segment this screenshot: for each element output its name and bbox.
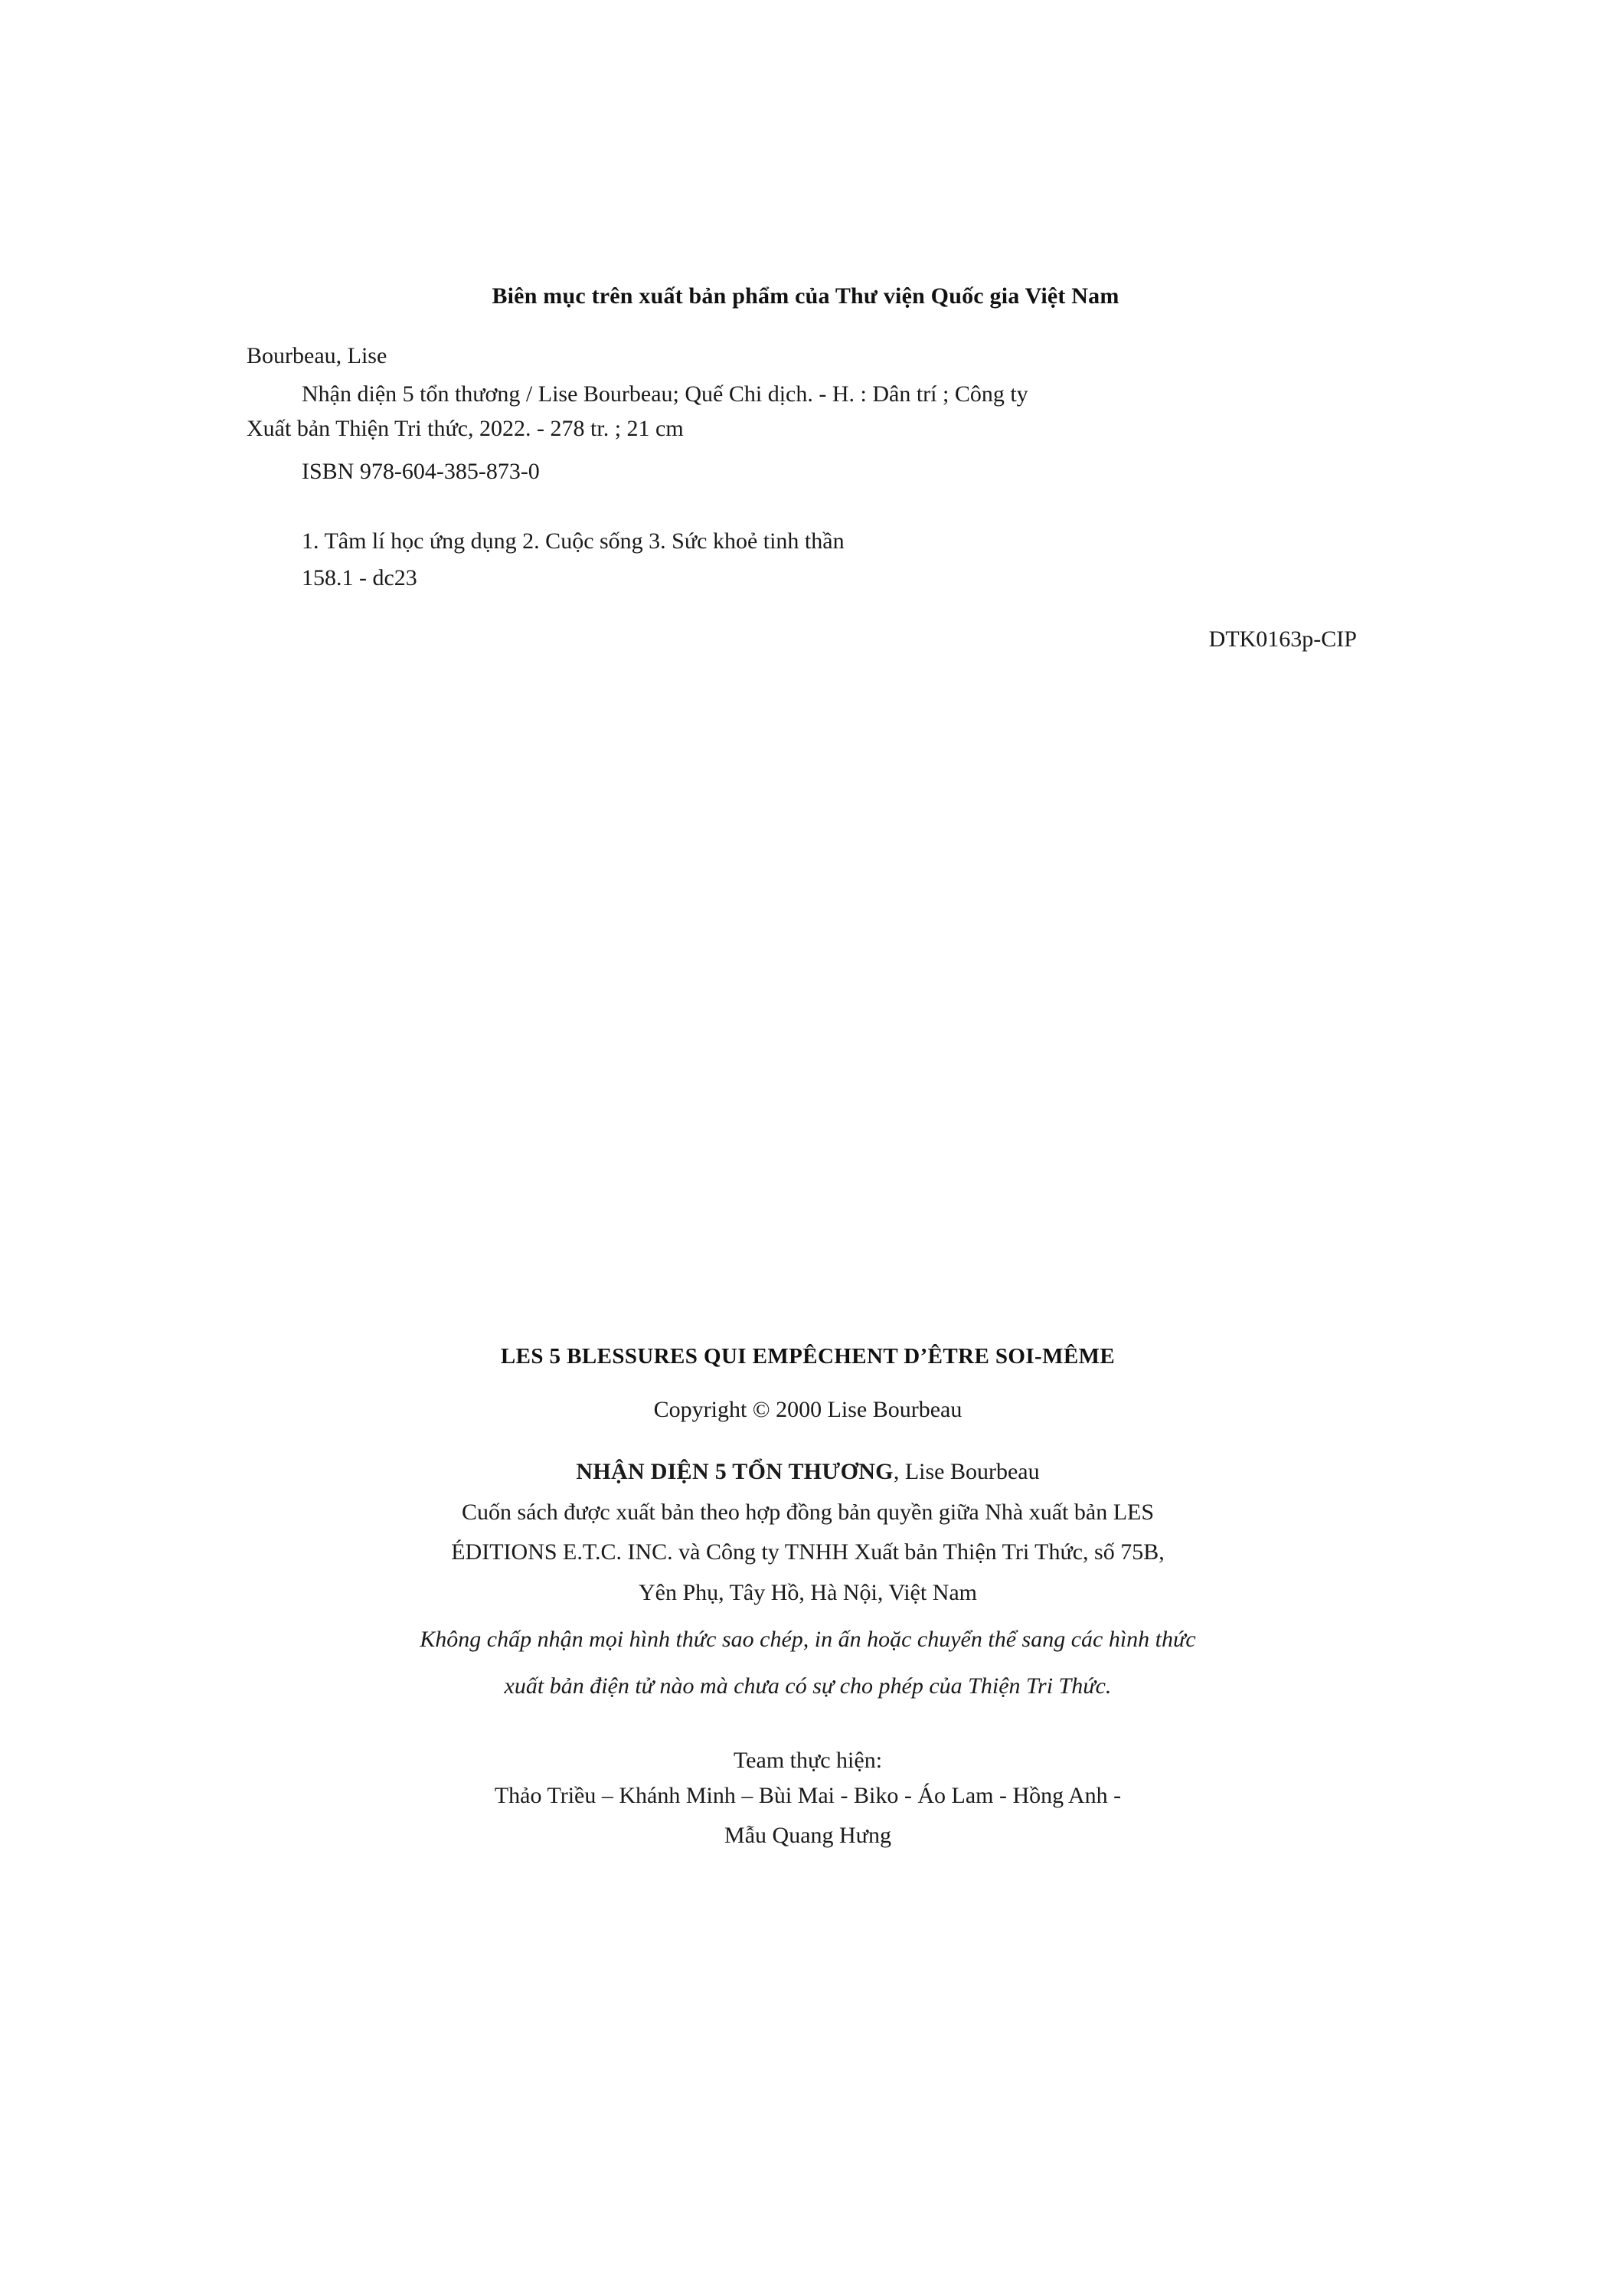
cip-heading: Biên mục trên xuất bản phẩm của Thư viện Quốc gia Việt Nam <box>492 283 1119 309</box>
team-line-2: Mẫu Quang Hưng <box>724 1823 891 1849</box>
notice-line-2: xuất bản điện tử nào mà chưa có sự cho phép của Thiện Tri Thức. <box>504 1673 1112 1699</box>
license-line-2: ÉDITIONS E.T.C. INC. và Công ty TNHH Xuất bản Thiện Tri Thức, số 75B, <box>451 1539 1165 1565</box>
original-title: LES 5 BLESSURES QUI EMPÊCHENT D’ÊTRE SOI-MÊME <box>500 1344 1116 1369</box>
cip-description-line-2: Xuất bản Thiện Tri thức, 2022. - 278 tr. ; 21 cm <box>247 416 684 442</box>
vietnamese-title-author: , Lise Bourbeau <box>893 1458 1040 1484</box>
cip-record-code: DTK0163p-CIP <box>1208 626 1357 652</box>
cip-author: Bourbeau, Lise <box>247 343 387 368</box>
cip-block <box>247 283 1365 675</box>
cip-isbn: ISBN 978-604-385-873-0 <box>302 458 540 484</box>
cip-subjects: 1. Tâm lí học ứng dụng 2. Cuộc sống 3. Sức khoẻ tinh thần <box>302 528 845 554</box>
vietnamese-title-line <box>191 1454 1424 1490</box>
cip-ddc: 158.1 - dc23 <box>302 564 417 590</box>
notice-line-1: Không chấp nhận mọi hình thức sao chép, in ấn hoặc chuyển thể sang các hình thức <box>420 1626 1196 1652</box>
license-line-3: Yên Phụ, Tây Hồ, Hà Nội, Việt Nam <box>638 1580 978 1606</box>
team-line-1: Thảo Triều – Khánh Minh – Bùi Mai - Biko - Áo Lam - Hồng Anh - <box>494 1782 1122 1808</box>
team-heading: Team thực hiện: <box>733 1747 883 1773</box>
license-line-1: Cuốn sách được xuất bản theo hợp đồng bản quyền giữa Nhà xuất bản LES <box>461 1499 1155 1525</box>
vietnamese-title: NHẬN DIỆN 5 TỔN THƯƠNG <box>576 1458 894 1484</box>
copyright-line: Copyright © 2000 Lise Bourbeau <box>653 1397 963 1422</box>
cip-description-line-1: Nhận diện 5 tổn thương / Lise Bourbeau; Quế Chi dịch. - H. : Dân trí ; Công ty <box>302 381 1028 407</box>
copyright-block <box>191 1344 1424 1854</box>
